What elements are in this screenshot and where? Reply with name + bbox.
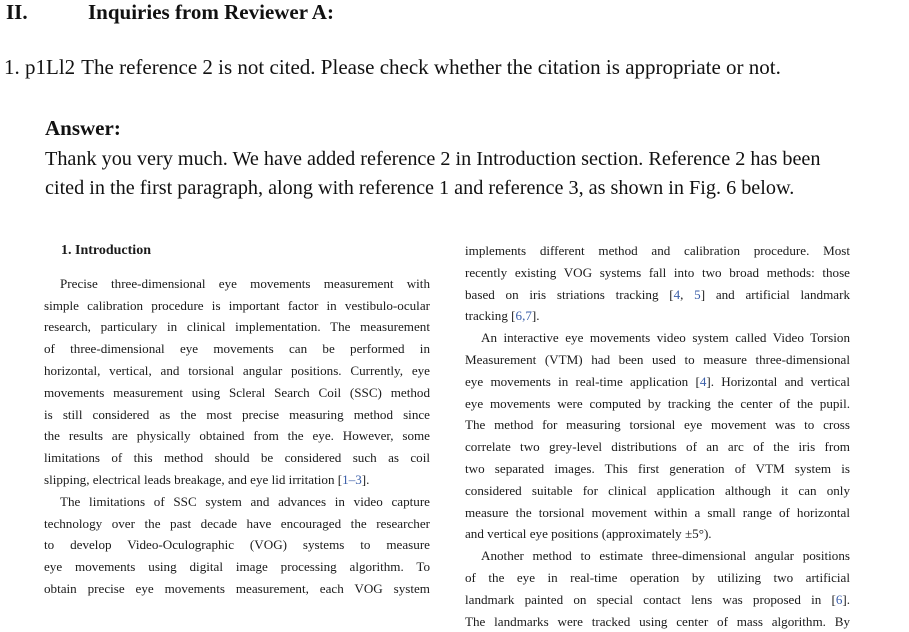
answer-text xyxy=(45,145,907,203)
excerpt-line: and vertical eye positions (approximately ±5°). xyxy=(465,526,712,542)
citation-link[interactable]: 6,7 xyxy=(515,308,532,324)
excerpt-text: ]. xyxy=(361,471,370,487)
excerpt-line xyxy=(465,284,850,306)
excerpt-line xyxy=(44,469,430,491)
citation-link[interactable]: 5 xyxy=(694,286,701,302)
excerpt-section-title: 1. Introduction xyxy=(61,243,151,258)
excerpt-line xyxy=(465,589,850,611)
question-label: 1. p1Ll2 xyxy=(4,55,76,79)
excerpt-left-column xyxy=(44,240,430,600)
excerpt-text: , xyxy=(680,286,695,302)
excerpt-line xyxy=(465,371,850,393)
excerpt-line: The limitations of SSC system and advances in video capture xyxy=(60,493,430,509)
excerpt-line: movements measurement using Scleral Search Coil (SSC) method xyxy=(44,384,430,400)
excerpt-line: technology over the past decade have encouraged the researcher xyxy=(44,515,430,531)
answer-label: Answer: xyxy=(45,116,121,140)
citation-link[interactable]: 6 xyxy=(835,591,843,607)
excerpt-line: simple calibration procedure is important factor in vestibulo-ocular xyxy=(44,297,430,313)
excerpt-line: The landmarks were tracked using center of mass algorithm. By xyxy=(465,613,850,629)
excerpt-line: correlate two grey-level distributions of an arc of the iris from xyxy=(465,439,850,455)
excerpt-text: ]. Horizontal and vertical xyxy=(706,373,850,389)
citation-link[interactable]: 4 xyxy=(699,373,707,389)
section-number: II. xyxy=(6,0,28,24)
excerpt-text: ]. xyxy=(531,308,540,324)
excerpt-line: recently existing VOG systems fall into two broad methods: those xyxy=(465,264,850,280)
excerpt-text: slipping, electrical leads breakage, and eye lid irritation [ xyxy=(44,471,343,487)
excerpt-text: landmark painted on special contact lens was proposed in [ xyxy=(465,591,836,607)
excerpt-line: to develop Video-Oculographic (VOG) systems to measure xyxy=(44,537,430,553)
excerpt-line: horizontal, vertical, and torsional angular positions. Currently, eye xyxy=(44,362,430,378)
section-heading xyxy=(6,0,334,25)
question-text: The reference 2 is not cited. Please check whether the citation is appropriate or not. xyxy=(81,55,781,79)
excerpt-line: Measurement (VTM) had been used to measure three-dimensional xyxy=(465,351,850,367)
excerpt-line: of the eye in real-time operation by utilizing two artificial xyxy=(465,569,850,585)
excerpt-line: measure the torsional movement within a small range of horizontal xyxy=(465,504,850,520)
excerpt-line: limitations of this method should be considered such as coil xyxy=(44,450,430,466)
excerpt-line: eye movements were computed by tracking the center of the pupil. xyxy=(465,395,850,411)
section-title: Inquiries from Reviewer A: xyxy=(88,0,334,24)
excerpt-line: obtain precise eye movements measurement, each VOG system xyxy=(44,580,430,596)
excerpt-line: The method for measuring torsional eye movement was to cross xyxy=(465,417,850,433)
excerpt-line: two separated images. This first generation of VTM system is xyxy=(465,460,850,476)
citation-link[interactable]: 4 xyxy=(673,286,681,302)
excerpt-line: the results are physically obtained from the eye. However, some xyxy=(44,428,430,444)
excerpt-line: implements different method and calibration procedure. Most xyxy=(465,243,850,258)
excerpt-text: based on iris striations tracking [ xyxy=(465,286,674,302)
excerpt-line xyxy=(465,305,850,327)
answer-line: cited in the first paragraph, along with reference 1 and reference 3, as shown in Fig. 6 below. xyxy=(45,177,795,199)
excerpt-line: Precise three-dimensional eye movements measurement with xyxy=(60,275,430,291)
answer-line: Thank you very much. We have added reference 2 in Introduction section. Reference 2 has been xyxy=(45,148,821,170)
excerpt-text: eye movements in real-time application [ xyxy=(465,373,700,389)
excerpt-line: An interactive eye movements video system called Video Torsion xyxy=(481,330,850,346)
excerpt-text: ]. xyxy=(842,591,850,607)
excerpt-line: is still considered as the most precise measuring method since xyxy=(44,406,430,422)
excerpt-line: research, particulary in clinical implementation. The measurement xyxy=(44,319,430,335)
excerpt-text: ] and artificial landmark xyxy=(700,286,850,302)
excerpt-line: eye movements using digital image processing algorithm. To xyxy=(44,559,430,575)
excerpt-line: of three-dimensional eye movements can be performed in xyxy=(44,341,430,357)
excerpt-text: tracking [ xyxy=(465,308,516,324)
excerpt-line: Another method to estimate three-dimensional angular positions xyxy=(481,548,850,564)
citation-link[interactable]: 1–3 xyxy=(342,471,362,487)
reviewer-question xyxy=(4,55,781,80)
excerpt-line: considered suitable for clinical application although it can only xyxy=(465,482,850,498)
excerpt-right-column xyxy=(465,240,850,632)
